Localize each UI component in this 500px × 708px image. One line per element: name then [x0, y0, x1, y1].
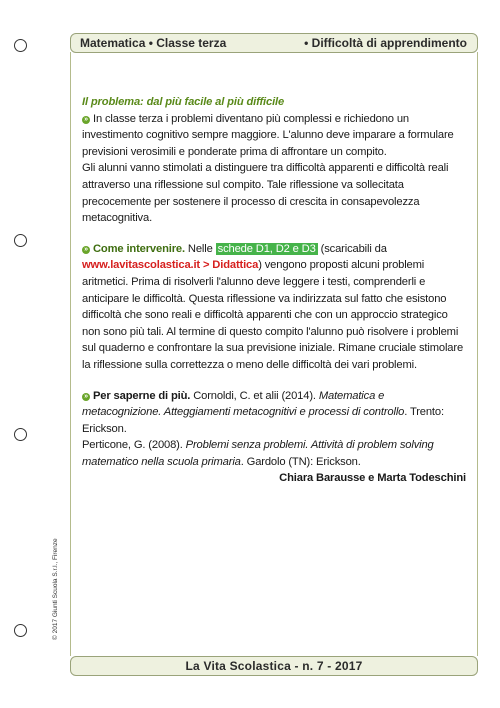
page-footer: La Vita Scolastica - n. 7 - 2017	[70, 656, 478, 676]
section-title: Il problema: dal più facile al più difficile	[82, 96, 285, 108]
reference-1-publisher: . Trento: Erickson.	[82, 406, 444, 435]
bullet-icon: »	[82, 393, 90, 401]
worksheet-highlight: schede D1, D2 e D3	[217, 242, 316, 255]
paragraph-intro	[82, 111, 466, 161]
binder-hole-1	[14, 39, 27, 52]
bullet-icon: »	[82, 116, 90, 124]
reference-2-authors: Perticone, G. (2008).	[82, 439, 186, 452]
authors-signature: Chiara Barausse e Marta Todeschini	[279, 472, 466, 485]
intervention-text-2: (scaricabili da	[317, 242, 387, 255]
intervention-text-3: ) vengono proposti alcuni problemi aritmetici. Prima di risolverli l'alunno deve leggere i testi, comprenderli e anticipare le difficoltà. Questa riflessione va indirizzata sul fatto che esistono difficoltà che sono reali e difficoltà apparenti che con un approccio strategico non sono più tali. Al termine di questo compito l'alunno può risolvere i problemi sul quaderno e confrontare la sua previsione iniziale. Rimane cruciale stimolare la riflessione sulla correttezza o meno delle difficoltà dei vari problemi.	[82, 259, 464, 371]
reference-2-publisher: . Gardolo (TN): Erickson.	[240, 455, 361, 468]
page-header	[70, 33, 478, 53]
website-link[interactable]: www.lavitascolastica.it > Didattica	[82, 259, 259, 272]
reference-2-title: Problemi senza problemi. Attività di problem solving matematico nella scuola primaria	[82, 439, 434, 468]
header-subject: Matematica • Classe terza	[80, 36, 227, 50]
bullet-icon: »	[82, 246, 90, 254]
article-body	[82, 94, 466, 487]
paragraph-intro-2: Gli alunni vanno stimolati a distinguere tra difficoltà apparenti e difficoltà reali attraverso una riflessione sul compito. Tale riflessione va sollecitata precocemente per sostenere il processo di crescita in consapevolezza metacognitiva.	[82, 162, 449, 225]
reference-1-authors: Cornoldi, C. et alii (2014).	[190, 389, 319, 402]
paragraph-reference-2	[82, 437, 466, 470]
intervention-text-1: Nelle	[184, 242, 216, 255]
binder-hole-2	[14, 234, 27, 247]
paragraph-references	[82, 388, 466, 438]
binder-hole-4	[14, 624, 27, 637]
copyright-note: © 2017 Giunti Scuola S.r.l., Firenze	[52, 538, 59, 640]
binder-hole-3	[14, 428, 27, 441]
references-lead: Per saperne di più.	[93, 389, 191, 402]
header-topic: • Difficoltà di apprendimento	[304, 36, 467, 50]
paragraph-intervention	[82, 241, 466, 374]
reference-1-title: Matematica e metacognizione. Atteggiamenti metacognitivi e processi di controllo	[82, 389, 405, 419]
intervention-lead: Come intervenire.	[93, 242, 185, 255]
intro-text: In classe terza i problemi diventano più complessi e richiedono un investimento cognitivo sempre maggiore. L'alunno deve imparare a formulare previsioni verosimili e ponderate prima di affrontare un compito.	[82, 112, 454, 158]
